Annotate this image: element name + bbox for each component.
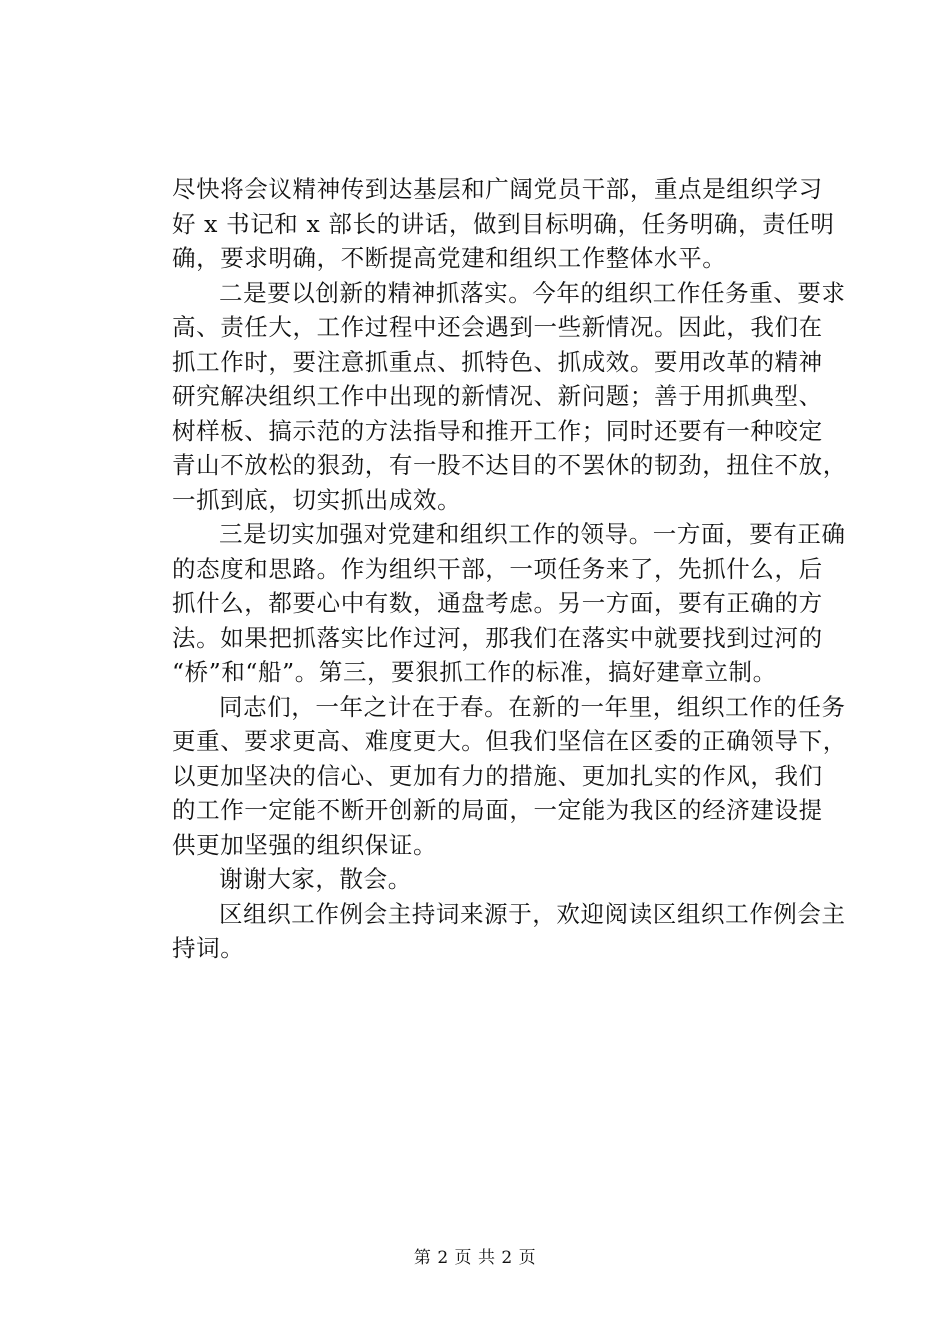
page-footer: 第 2 页 共 2 页: [413, 1248, 537, 1268]
paragraph-line: 区组织工作例会主持词来源于，欢迎阅读区组织工作例会主: [219, 899, 846, 928]
paragraph-line: 以更加坚决的信心、更加有力的措施、更加扎实的作风，我们: [172, 761, 823, 790]
paragraph-line: 二是要以创新的精神抓落实。今年的组织工作任务重、要求: [219, 278, 846, 307]
paragraph-line: 三是切实加强对党建和组织工作的领导。一方面，要有正确: [219, 520, 846, 548]
paragraph-line: 研究解决组织工作中出现的新情况、新问题；善于用抓典型、: [172, 382, 823, 410]
paragraph-line: 的工作一定能不断开创新的局面，一定能为我区的经济建设提: [172, 796, 823, 824]
paragraph-line: 高、责任大，工作过程中还会遇到一些新情况。因此，我们在: [172, 313, 823, 341]
paragraph-line: 确，要求明确，不断提高党建和组织工作整体水平。: [172, 244, 727, 272]
paragraph-line: 青山不放松的狠劲，有一股不达目的不罢休的韧劲，扭住不放，: [172, 451, 847, 479]
paragraph-line: 抓工作时，要注意抓重点、抓特色、抓成效。要用改革的精神: [172, 347, 823, 376]
paragraph-line: 的态度和思路。作为组织干部，一项任务来了，先抓什么，后: [172, 554, 823, 583]
paragraph-line: 一抓到底，切实抓出成效。: [172, 485, 462, 514]
paragraph-line: 抓什么，都要心中有数，通盘考虑。另一方面，要有正确的方: [172, 589, 823, 617]
paragraph-line: 法。如果把抓落实比作过河，那我们在落实中就要找到过河的: [172, 623, 823, 652]
paragraph-line: 尽快将会议精神传到达基层和广阔党员干部，重点是组织学习: [172, 175, 823, 203]
paragraph-line: “桥”和“船”。第三，要狠抓工作的标准，搞好建章立制。: [172, 658, 777, 686]
paragraph-line: 更重、要求更高、难度更大。但我们坚信在区委的正确领导下，: [172, 727, 847, 755]
paragraph-line: 谢谢大家，散会。: [219, 865, 412, 893]
paragraph-line: 同志们，一年之计在于春。在新的一年里，组织工作的任务: [219, 692, 846, 721]
document-body: [172, 172, 847, 966]
paragraph-line: 树样板、搞示范的方法指导和推开工作；同时还要有一种咬定: [172, 416, 823, 445]
paragraph-line: 供更加坚强的组织保证。: [172, 830, 438, 859]
paragraph-line: 持词。: [172, 934, 245, 962]
paragraph-line: 好 x 书记和 x 部长的讲话，做到目标明确，任务明确，责任明: [172, 209, 835, 238]
